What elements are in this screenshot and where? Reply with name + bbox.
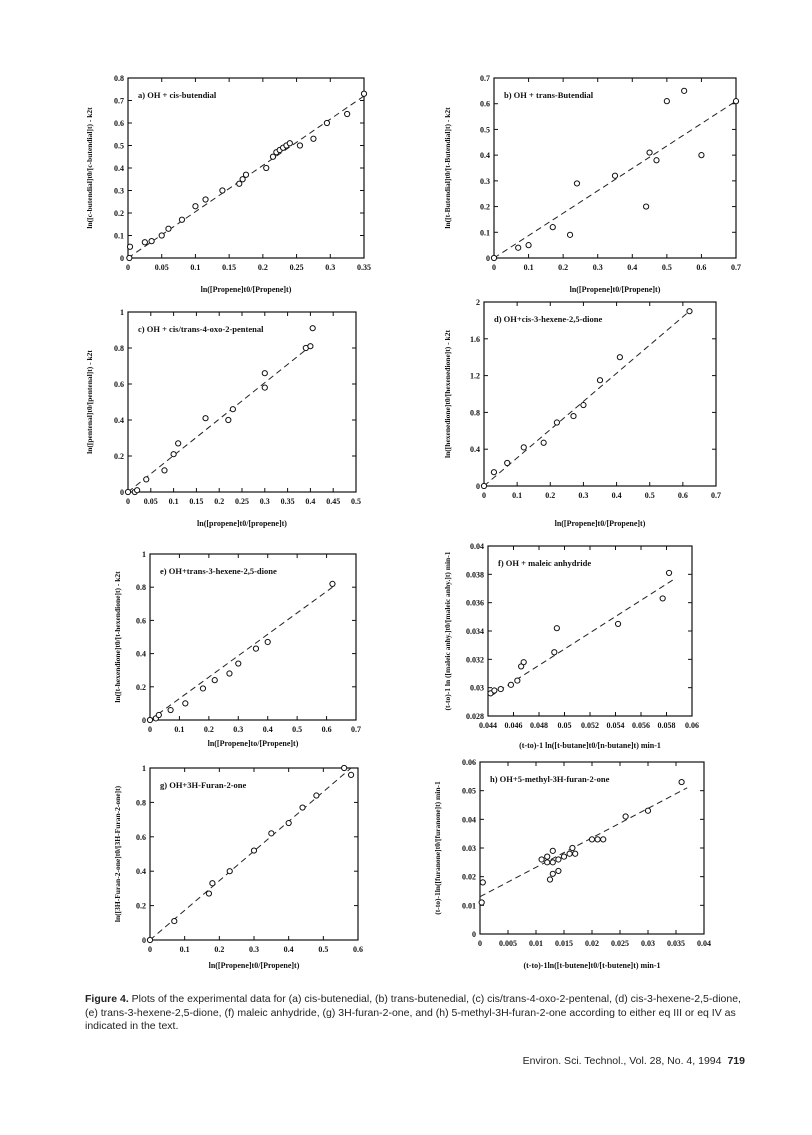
y-tick-label: 0.4	[136, 649, 146, 659]
data-point	[156, 712, 161, 717]
data-point	[567, 851, 572, 856]
x-tick-label: 0.5	[661, 263, 672, 272]
x-tick-label: 0.7	[731, 263, 741, 272]
y-tick-label: 0.8	[136, 583, 146, 593]
y-tick-label: 0.03	[470, 683, 484, 693]
data-point	[645, 808, 650, 813]
x-tick-label: 0.3	[592, 263, 603, 272]
panel-label: d) OH+cis-3-hexene-2,5-dione	[494, 314, 603, 324]
x-tick-label: 0.5	[644, 491, 655, 500]
x-tick-label: 0.6	[353, 945, 363, 954]
y-tick-label: 0.7	[114, 96, 124, 106]
data-point	[515, 678, 520, 683]
data-point	[212, 678, 217, 683]
y-tick-label: 2	[476, 298, 480, 307]
data-point	[597, 378, 602, 383]
data-point	[203, 197, 208, 202]
data-point	[505, 460, 510, 465]
data-point	[508, 682, 513, 687]
x-tick-label: 0.2	[214, 945, 225, 954]
data-point	[262, 371, 267, 376]
data-point	[125, 489, 130, 494]
regression-line	[484, 311, 689, 486]
y-tick-label: 0.02	[462, 872, 476, 882]
data-point	[498, 686, 503, 691]
x-axis-label: (t-to)-1ln([t-butene]t0/[t-butene]t) min-1	[523, 961, 661, 970]
x-tick-label: 0.5	[318, 945, 329, 954]
data-point	[554, 626, 559, 631]
chart-panel-b	[440, 72, 750, 304]
y-tick-label: 1	[142, 550, 146, 559]
y-tick-label: 0.6	[136, 832, 146, 842]
x-tick-label: 0.25	[235, 497, 249, 506]
plot-frame	[494, 78, 736, 258]
x-axis-label: ln([propene]t0/[propene]t)	[197, 519, 287, 528]
data-point	[550, 871, 555, 876]
y-tick-label: 0.6	[114, 119, 124, 128]
y-tick-label: 0.8	[114, 74, 124, 83]
data-point	[567, 232, 572, 237]
data-point	[147, 937, 152, 942]
y-tick-label: 0	[486, 254, 490, 263]
x-tick-label: 0.2	[257, 263, 268, 272]
data-point	[265, 639, 270, 644]
data-point	[687, 309, 692, 314]
chart-panel-a	[82, 72, 372, 304]
x-tick-label: 0.05	[143, 497, 158, 506]
x-axis-label: ln([Propene]t0/[Propene]t)	[200, 285, 292, 294]
y-tick-label: 1	[120, 308, 124, 317]
panel-label: e) OH+trans-3-hexene-2,5-dione	[160, 566, 277, 576]
plot-frame	[484, 302, 716, 486]
y-tick-label: 0.05	[462, 786, 476, 796]
x-tick-label: 0.15	[222, 263, 237, 272]
x-tick-label: 0.056	[632, 721, 650, 730]
data-point	[554, 420, 559, 425]
y-axis-label: (t-to)-1ln([furanone]t0/[furanone]t) min-1	[433, 781, 442, 915]
x-tick-label: 0.03	[641, 939, 655, 948]
y-tick-label: 0	[142, 716, 146, 725]
y-tick-label: 0.4	[480, 151, 490, 161]
x-tick-label: 0.046	[504, 721, 523, 730]
y-tick-label: 0.3	[114, 186, 124, 196]
data-point	[142, 240, 147, 245]
x-axis-label: (t-to)-1 ln([t-butane]t0/[n-butane]t) min-1	[519, 741, 661, 750]
data-point	[183, 701, 188, 706]
chart-svg-g	[110, 762, 372, 980]
x-axis-label: ln([Propene]t0/[Propene]t)	[554, 519, 646, 528]
x-tick-label: 0	[482, 491, 486, 500]
data-point	[481, 483, 486, 488]
y-tick-label: 0.5	[114, 141, 124, 151]
x-tick-label: 0.3	[249, 945, 259, 954]
x-tick-label: 0.035	[667, 939, 685, 948]
panel-label: b) OH + trans-Butendial	[504, 90, 594, 100]
data-point	[550, 848, 555, 853]
footer-journal: Environ. Sci. Technol., Vol. 28, No. 4, 1994	[522, 1055, 722, 1067]
x-tick-label: 0	[126, 497, 130, 506]
data-point	[166, 226, 171, 231]
data-point	[135, 488, 140, 493]
y-axis-label: ln([hexenedione]t0/[hexenedione]t) - k2t	[443, 330, 452, 458]
y-axis-label: (t-to)-1 ln ([maleic anhy.]t0/[maleic anhy.]t) min-1	[443, 551, 452, 711]
data-point	[682, 88, 687, 93]
page-footer	[500, 1055, 745, 1067]
regression-line	[128, 346, 310, 492]
data-point	[571, 413, 576, 418]
panel-label: g) OH+3H-Furan-2-one	[160, 780, 247, 790]
data-point	[251, 848, 256, 853]
regression-line	[480, 788, 687, 897]
data-point	[287, 141, 292, 146]
data-point	[311, 136, 316, 141]
x-tick-label: 0.25	[289, 263, 304, 272]
data-point	[521, 445, 526, 450]
y-tick-label: 0.01	[462, 901, 476, 911]
chart-svg-d	[440, 296, 750, 538]
chart-panel-h	[430, 756, 720, 980]
data-point	[480, 880, 485, 885]
y-tick-label: 0	[476, 482, 480, 491]
data-point	[345, 111, 350, 116]
x-tick-label: 0.1	[179, 945, 190, 954]
plot-frame	[488, 546, 692, 716]
data-point	[581, 402, 586, 407]
data-point	[623, 814, 628, 819]
chart-panel-f	[440, 540, 710, 760]
data-point	[516, 245, 521, 250]
y-tick-label: 0.4	[470, 445, 480, 455]
x-tick-label: 0	[478, 939, 482, 948]
data-point	[552, 650, 557, 655]
data-point	[664, 99, 669, 104]
plot-frame	[480, 762, 704, 934]
data-point	[300, 805, 305, 810]
y-tick-label: 0.032	[466, 655, 484, 665]
data-point	[286, 820, 291, 825]
data-point	[144, 477, 149, 482]
caption-figure-label: Figure 4.	[85, 993, 129, 1005]
data-point	[556, 868, 561, 873]
data-point	[479, 900, 484, 905]
x-tick-label: 0.05	[154, 263, 169, 272]
y-axis-label: ln([t-Butendial]t0/[t-Butendial]t) - k2t	[443, 107, 452, 229]
y-tick-label: 1	[142, 764, 146, 773]
x-tick-label: 0.6	[677, 491, 688, 500]
x-tick-label: 0.052	[581, 721, 599, 730]
chart-svg-e	[110, 548, 372, 758]
x-tick-label: 0.7	[351, 725, 361, 734]
data-point	[227, 869, 232, 874]
data-point	[200, 686, 205, 691]
x-tick-label: 0.6	[321, 725, 332, 734]
panel-label: c) OH + cis/trans-4-oxo-2-pentenal	[138, 324, 264, 334]
plot-frame	[128, 78, 364, 258]
y-tick-label: 0	[472, 930, 476, 939]
data-point	[348, 772, 353, 777]
data-point	[647, 150, 652, 155]
data-point	[561, 854, 566, 859]
y-tick-label: 0.034	[466, 627, 484, 636]
y-tick-label: 0.6	[114, 380, 124, 389]
y-tick-label: 0.4	[114, 164, 124, 173]
x-tick-label: 0.7	[711, 491, 721, 500]
x-axis-label: ln([Propene]to/[Propene]t)	[207, 739, 299, 748]
data-point	[193, 204, 198, 209]
data-point	[226, 417, 231, 422]
x-tick-label: 0.1	[190, 263, 201, 272]
data-point	[264, 165, 269, 170]
data-point	[149, 239, 154, 244]
y-tick-label: 0.7	[480, 74, 490, 83]
chart-svg-c	[82, 306, 372, 538]
x-tick-label: 0.2	[203, 725, 214, 734]
y-tick-label: 1.6	[470, 334, 480, 344]
data-point	[308, 344, 313, 349]
x-tick-label: 0.048	[530, 721, 548, 730]
data-point	[615, 621, 620, 626]
panel-label: f) OH + maleic anhydride	[498, 558, 592, 568]
y-tick-label: 0.1	[114, 231, 124, 241]
data-point	[666, 570, 671, 575]
y-tick-label: 0	[120, 254, 124, 263]
caption-text: Plots of the experimental data for (a) cis-butenedial, (b) trans-butenedial, (c) cis/trans-4-oxo-2-pentenal, (d) cis-3-hexene-2,5-dione, (e) trans-3-hexene-2,5-dione, (f) maleic anhydride, (g) 3H-furan-2-one, and (h) 5-methyl-3H-furan-2-one according to either eq III or eq IV as indicated in the text.	[85, 993, 741, 1032]
data-point	[550, 860, 555, 865]
data-point	[127, 255, 132, 260]
y-tick-label: 0.6	[136, 616, 146, 626]
x-tick-label: 0.4	[283, 945, 294, 954]
y-tick-label: 0.03	[462, 844, 476, 853]
x-tick-label: 0.015	[555, 939, 573, 948]
y-axis-label: ln([c-butendial]t0/[c-butendial]t) - k2t	[85, 107, 94, 229]
data-point	[253, 646, 258, 651]
x-tick-label: 0.3	[259, 497, 270, 506]
x-tick-label: 0.1	[174, 725, 185, 734]
chart-panel-e	[110, 548, 372, 758]
y-tick-label: 0.06	[462, 758, 476, 767]
data-point	[324, 120, 329, 125]
y-tick-label: 0.8	[114, 344, 124, 353]
data-point	[556, 857, 561, 862]
data-point	[660, 596, 665, 601]
data-point	[654, 158, 659, 163]
data-point	[236, 661, 241, 666]
data-point	[595, 837, 600, 842]
x-tick-label: 0	[126, 263, 130, 272]
regression-line	[150, 768, 351, 940]
data-point	[171, 452, 176, 457]
data-point	[526, 243, 531, 248]
x-tick-label: 0.005	[499, 939, 517, 948]
x-tick-label: 0.15	[189, 497, 204, 506]
data-point	[262, 385, 267, 390]
y-tick-label: 0.2	[114, 209, 124, 218]
data-point	[172, 918, 177, 923]
x-tick-label: 0.3	[325, 263, 336, 272]
y-axis-label: ln([pentenal]t0/[pentenal]t) - k2t	[85, 350, 94, 454]
y-axis-label: ln([t-hexendione]t0/[t-hexendione]t) - k2t	[113, 571, 122, 703]
x-tick-label: 0.025	[611, 939, 629, 948]
data-point	[230, 407, 235, 412]
data-point	[491, 255, 496, 260]
footer-page-number: 719	[727, 1055, 745, 1067]
data-point	[612, 173, 617, 178]
data-point	[589, 837, 594, 842]
regression-line	[150, 587, 332, 720]
x-tick-label: 0.2	[214, 497, 225, 506]
data-point	[541, 440, 546, 445]
x-tick-label: 0.04	[697, 939, 711, 948]
data-point	[227, 671, 232, 676]
data-point	[545, 860, 550, 865]
data-point	[220, 188, 225, 193]
data-point	[570, 845, 575, 850]
y-tick-label: 0.3	[480, 176, 490, 186]
x-tick-label: 0.044	[479, 721, 497, 730]
y-tick-label: 0.6	[480, 99, 490, 109]
y-tick-label: 0.4	[114, 416, 124, 425]
y-tick-label: 0.2	[136, 682, 146, 692]
data-point	[699, 153, 704, 158]
x-tick-label: 0.05	[557, 721, 572, 730]
x-tick-label: 0.3	[233, 725, 244, 734]
y-tick-label: 0	[120, 488, 124, 497]
x-tick-label: 0.06	[685, 721, 699, 730]
x-tick-label: 0	[492, 263, 496, 272]
x-tick-label: 0.4	[305, 497, 316, 506]
x-tick-label: 0.4	[262, 725, 273, 734]
y-tick-label: 0.2	[136, 901, 146, 911]
y-tick-label: 1.2	[470, 371, 480, 381]
plot-frame	[150, 554, 356, 720]
x-tick-label: 0.1	[523, 263, 534, 272]
data-point	[617, 355, 622, 360]
x-tick-label: 0.45	[326, 497, 341, 506]
data-point	[539, 857, 544, 862]
x-tick-label: 0.02	[585, 939, 599, 948]
panel-label: h) OH+5-methyl-3H-furan-2-one	[490, 774, 610, 784]
data-point	[310, 326, 315, 331]
y-tick-label: 0.1	[480, 228, 490, 238]
chart-panel-c	[82, 306, 372, 538]
y-tick-label: 0.8	[470, 408, 480, 418]
data-point	[297, 143, 302, 148]
data-point	[314, 793, 319, 798]
data-point	[168, 707, 173, 712]
data-point	[550, 225, 555, 230]
y-tick-label: 0.04	[470, 542, 484, 551]
x-tick-label: 0.01	[529, 939, 543, 948]
data-point	[179, 217, 184, 222]
data-point	[330, 581, 335, 586]
x-tick-label: 0.5	[292, 725, 303, 734]
data-point	[147, 717, 152, 722]
x-tick-label: 0.2	[558, 263, 569, 272]
data-point	[206, 891, 211, 896]
data-point	[361, 91, 366, 96]
x-axis-label: ln([Propene]t0/[Propene]t)	[569, 285, 661, 294]
data-point	[210, 881, 215, 886]
x-tick-label: 0.35	[280, 497, 295, 506]
y-tick-label: 0.038	[466, 570, 484, 580]
data-point	[162, 468, 167, 473]
data-point	[491, 470, 496, 475]
x-tick-label: 0.35	[357, 263, 371, 272]
chart-panel-d	[440, 296, 750, 538]
data-point	[127, 244, 132, 249]
x-tick-label: 0.058	[657, 721, 676, 730]
x-tick-label: 0.054	[606, 721, 625, 730]
y-tick-label: 0.028	[466, 712, 484, 721]
x-tick-label: 0	[148, 725, 152, 734]
data-point	[574, 181, 579, 186]
chart-panel-g	[110, 762, 372, 980]
data-point	[492, 688, 497, 693]
x-tick-label: 0.1	[168, 497, 179, 506]
figure-caption	[85, 993, 745, 1034]
y-tick-label: 0.4	[136, 867, 146, 877]
regression-line	[494, 101, 736, 258]
data-point	[547, 877, 552, 882]
data-point	[521, 660, 526, 665]
x-axis-label: ln([Propene]t0/[Propene]t)	[208, 961, 300, 970]
chart-svg-a	[82, 72, 372, 304]
data-point	[644, 204, 649, 209]
x-tick-label: 0.3	[578, 491, 589, 500]
data-point	[733, 99, 738, 104]
data-point	[601, 837, 606, 842]
y-tick-label: 0.5	[480, 125, 490, 135]
data-point	[342, 765, 347, 770]
y-tick-label: 0.8	[136, 798, 146, 808]
y-tick-label: 0.04	[462, 815, 476, 825]
chart-svg-b	[440, 72, 750, 304]
x-tick-label: 0.6	[696, 263, 707, 272]
y-tick-label: 0.2	[114, 452, 124, 461]
y-axis-label: ln([3H-Furan-2-one]t0/[3H-Furan-2-one]t)	[113, 785, 122, 923]
data-point	[545, 854, 550, 859]
chart-svg-h	[430, 756, 720, 980]
data-point	[176, 441, 181, 446]
y-tick-label: 0	[142, 936, 146, 945]
x-tick-label: 0.4	[627, 263, 638, 272]
plot-frame	[150, 768, 358, 940]
data-point	[679, 779, 684, 784]
x-tick-label: 0.5	[351, 497, 361, 506]
x-tick-label: 0.1	[512, 491, 523, 500]
data-point	[203, 416, 208, 421]
panel-label: a) OH + cis-butendial	[138, 90, 217, 100]
data-point	[159, 233, 164, 238]
data-point	[243, 172, 248, 177]
data-point	[573, 851, 578, 856]
x-tick-label: 0	[148, 945, 152, 954]
x-tick-label: 0.4	[611, 491, 622, 500]
chart-svg-f	[440, 540, 710, 760]
data-point	[269, 831, 274, 836]
x-tick-label: 0.2	[545, 491, 556, 500]
y-tick-label: 0.036	[466, 598, 484, 608]
y-tick-label: 0.2	[480, 202, 490, 212]
